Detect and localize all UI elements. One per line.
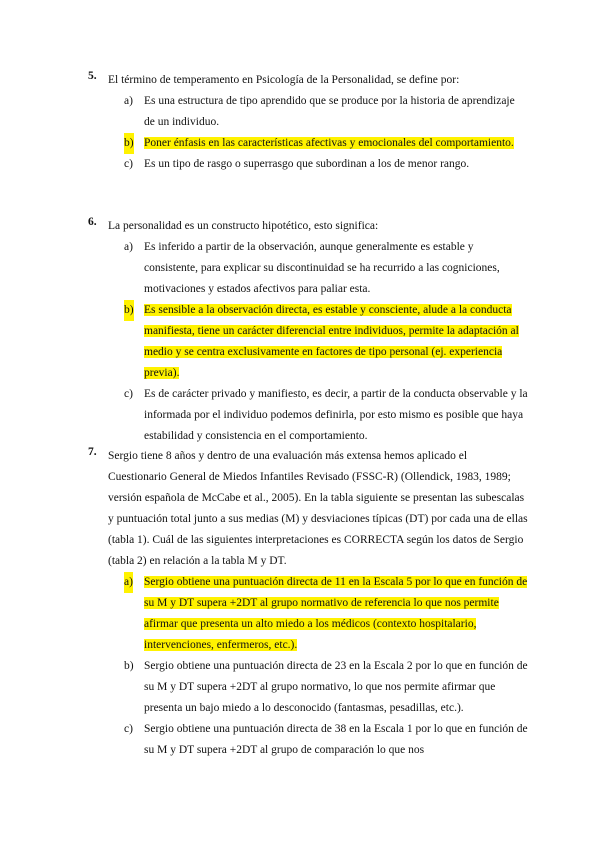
question-number: 5.: [88, 70, 97, 82]
option-label: a): [124, 241, 133, 253]
option-text: Sergio obtiene una puntuación directa de 38 en la Escala 1 por lo que en función de su M y DT supera +2DT al grupo de comparación lo que nos: [144, 723, 528, 756]
question-6: [88, 216, 528, 447]
question-text: La personalidad es un constructo hipotético, esto significa:: [108, 220, 379, 232]
option-text: Sergio obtiene una puntuación directa de 11 en la Escala 5 por lo que en función de su M y DT supera +2DT al grupo normativo de referencia lo que nos permite afirmar que presenta un alto miedo a los médicos (contexto hospitalario, intervenciones, enfermeros, etc.).: [144, 576, 528, 651]
option-text: Es sensible a la observación directa, es estable y consciente, alude a la conducta manifiesta, tiene un carácter diferencial entre individuos, permite la adaptación al medio y se centra exclusivamente en factores de tipo personal (ej. experiencia previa).: [144, 304, 519, 379]
option-b: [124, 656, 528, 719]
option-label: b): [124, 133, 134, 154]
option-c: [124, 154, 528, 175]
question-text: El término de temperamento en Psicología de la Personalidad, se define por:: [108, 74, 460, 86]
question-number: 7.: [88, 446, 97, 458]
option-label: a): [124, 95, 133, 107]
option-text: Es de carácter privado y manifiesto, es decir, a partir de la conducta observable y la informada por el individuo podemos definirla, por esto mismo es posible que haya estabilidad y consistencia en el comportamiento.: [144, 388, 528, 442]
option-a: [124, 91, 528, 133]
option-text: Es una estructura de tipo aprendido que se produce por la historia de aprendizaje de un individuo.: [144, 95, 515, 128]
option-c: [124, 719, 528, 761]
option-b-highlighted: [124, 300, 528, 384]
option-label: a): [124, 572, 133, 593]
question-7: [88, 446, 528, 761]
question-text: Sergio tiene 8 años y dentro de una evaluación más extensa hemos aplicado el Cuestionario General de Miedos Infantiles Revisado (FSSC-R) (Ollendick, 1983, 1989; versión española de McCabe et al., 2005). En la tabla siguiente se presentan las subescalas y puntuación total junto a sus medias (M) y desviaciones típicas (DT) por cada una de ellas (tabla 1). Cuál de las siguientes interpretaciones es CORRECTA según los datos de Sergio (tabla 2) en relación a la tabla M y DT.: [108, 450, 528, 567]
option-label: b): [124, 660, 134, 672]
option-b-highlighted: [124, 133, 528, 154]
option-a-highlighted: [124, 572, 528, 656]
option-label: b): [124, 300, 134, 321]
option-text: Es inferido a partir de la observación, aunque generalmente es estable y consistente, para explicar su discontinuidad se ha recurrido a las cogniciones, motivaciones y estados afectivos para paliar esta.: [144, 241, 500, 295]
option-a: [124, 237, 528, 300]
option-c: [124, 384, 528, 447]
question-5: [88, 70, 528, 175]
option-text: Sergio obtiene una puntuación directa de 23 en la Escala 2 por lo que en función de su M y DT supera +2DT al grupo normativo, lo que nos permite afirmar que presenta un bajo miedo a lo desconocido (fantasmas, pesadillas, etc.).: [144, 660, 528, 714]
option-label: c): [124, 158, 133, 170]
option-text: Es un tipo de rasgo o superrasgo que subordinan a los de menor rango.: [144, 158, 470, 170]
option-label: c): [124, 723, 133, 735]
question-number: 6.: [88, 216, 97, 228]
option-label: c): [124, 388, 133, 400]
option-text: Poner énfasis en las características afectivas y emocionales del comportamiento.: [144, 137, 514, 149]
